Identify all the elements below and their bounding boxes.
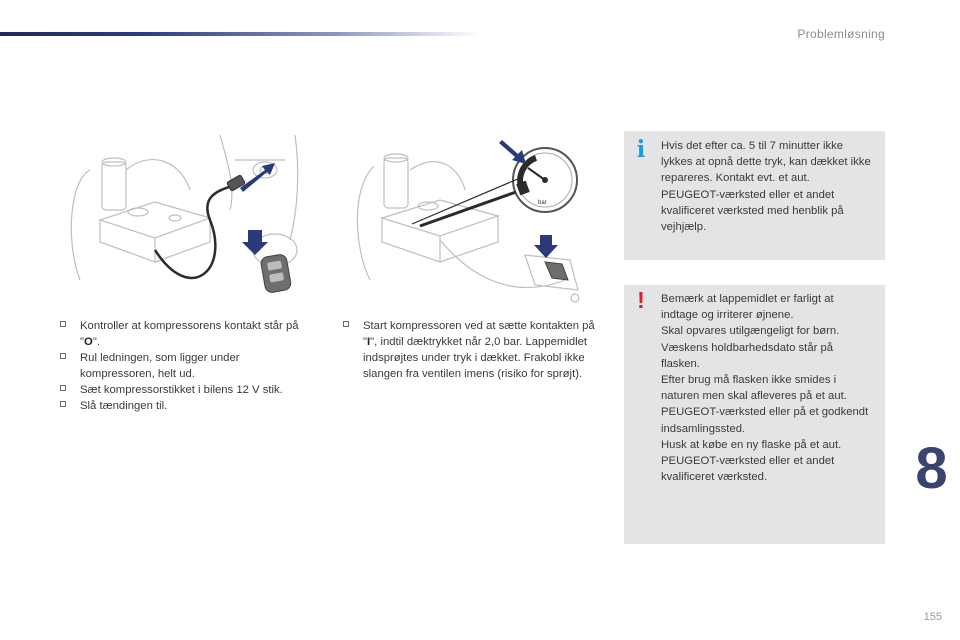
checkbox-bullet-icon bbox=[60, 321, 66, 327]
checkbox-bullet-icon bbox=[343, 321, 349, 327]
list-item: Start kompressoren ved at sætte kontakten på "I", indtil dæktrykket når 2,0 bar. Lappemidlet indsprøjtes under tryk i dækket. Frakobl ikke slangen fra ventilen imens (risiko for sprøjt). bbox=[343, 318, 608, 382]
info-note bbox=[624, 131, 885, 260]
compressor-connection-illustration bbox=[60, 130, 305, 305]
warning-paragraph: Bemærk at lappemidlet er farligt at indtage og irriterer øjnene. bbox=[661, 293, 834, 322]
warning-paragraph: Husk at købe en ny flaske på et aut. PEUGEOT-værksted eller et andet kvalificeret værksted. bbox=[661, 438, 842, 484]
warning-paragraph: Skal opvares utilgængeligt for børn. bbox=[661, 325, 840, 338]
list-item: Sæt kompressorstikket i bilens 12 V stik. bbox=[60, 382, 315, 398]
list-item: Rul ledningen, som ligger under kompressoren, helt ud. bbox=[60, 350, 315, 382]
info-note-text: Hvis det efter ca. 5 til 7 minutter ikke lykkes at opnå dette tryk, kan dækket ikke repareres. Kontakt evt. et aut. PEUGEOT-værksted eller et andet kvalificeret værksted med henblik på vejhjælp. bbox=[661, 140, 871, 234]
list-item: Slå tændingen til. bbox=[60, 398, 315, 414]
warning-icon: ! bbox=[637, 287, 645, 313]
compressor-start-instructions bbox=[343, 318, 608, 382]
info-icon: i bbox=[636, 136, 646, 163]
compressor-connection-instructions bbox=[60, 318, 315, 414]
header-gradient-bar bbox=[0, 32, 480, 36]
chapter-number: 8 bbox=[915, 436, 948, 501]
gauge-unit-label: bar bbox=[538, 200, 547, 206]
warning-paragraph: Væskens holdbarhedsdato står på flasken. bbox=[661, 341, 834, 370]
checkbox-bullet-icon bbox=[60, 353, 66, 359]
warning-paragraph: Efter brug må flasken ikke smides i naturen men skal afleveres på et aut. PEUGEOT-værksted eller på et godkendt indsamlingssted. bbox=[661, 374, 869, 435]
warning-note bbox=[624, 285, 885, 544]
checkbox-bullet-icon bbox=[60, 401, 66, 407]
page-number: 155 bbox=[923, 611, 942, 623]
list-item: Kontroller at kompressorens kontakt står på "O". bbox=[60, 318, 315, 350]
chapter-title: Problemløsning bbox=[797, 27, 885, 41]
compressor-gauge-illustration bbox=[340, 130, 585, 305]
checkbox-bullet-icon bbox=[60, 385, 66, 391]
